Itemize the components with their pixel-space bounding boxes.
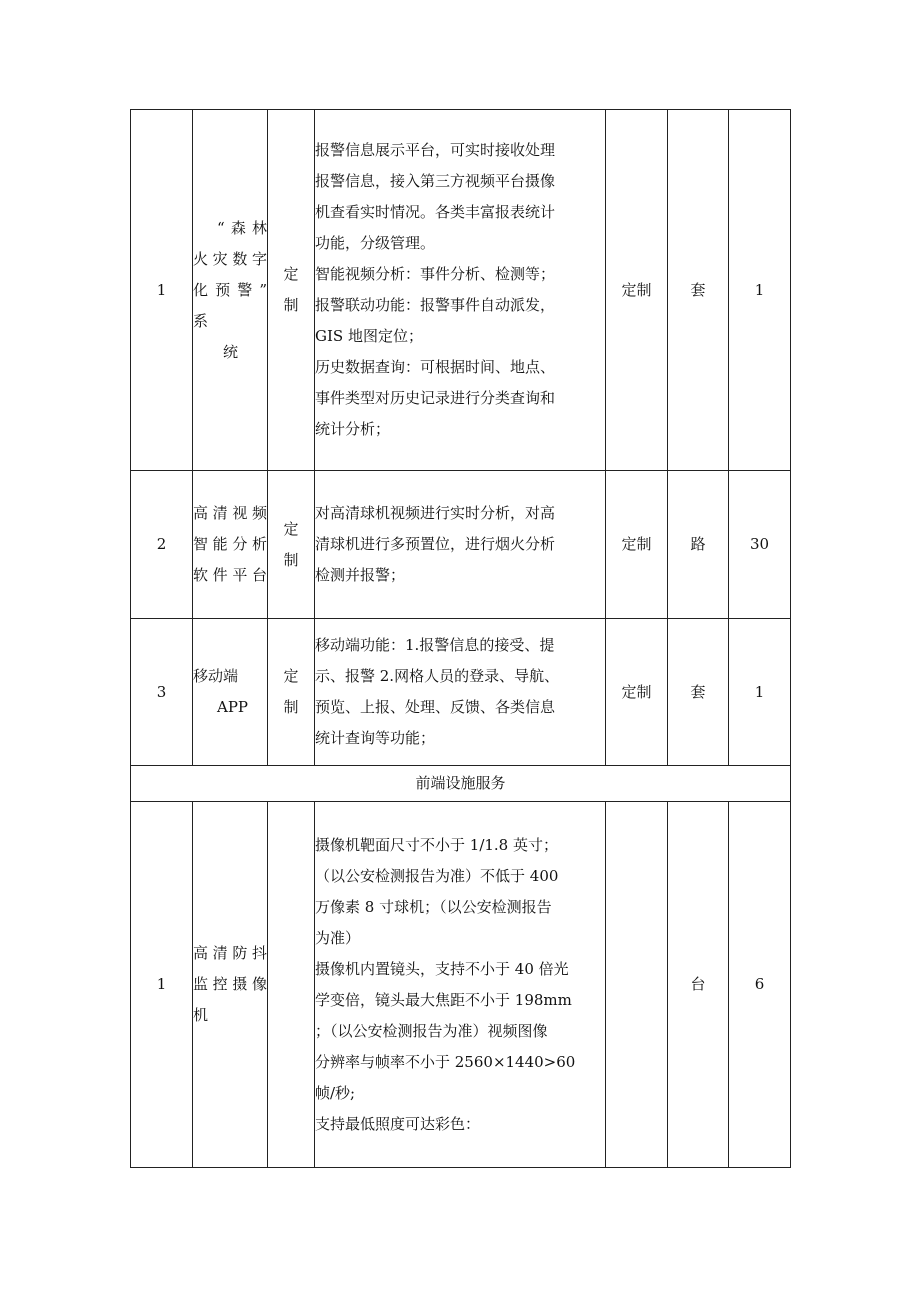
- item-type: 定 制: [268, 619, 315, 766]
- row-number: 3: [131, 619, 193, 766]
- table-row: [131, 110, 791, 471]
- item-quantity: 6: [729, 802, 791, 1168]
- item-type: 定 制: [268, 471, 315, 619]
- item-quantity: 30: [729, 471, 791, 619]
- item-unit: 台: [668, 802, 729, 1168]
- item-mode: 定制: [606, 471, 668, 619]
- item-mode: 定制: [606, 619, 668, 766]
- section-title: 前端设施服务: [131, 766, 791, 802]
- item-name: 高清视频 智能分析 软件平台: [193, 471, 268, 619]
- row-number: 1: [131, 110, 193, 471]
- section-header-row: [131, 766, 791, 802]
- item-name: “森林 火灾数字 化预警” 系 统: [193, 110, 268, 471]
- item-name: 高清防抖 监控摄像 机: [193, 802, 268, 1168]
- item-description: 对高清球机视频进行实时分析，对高 清球机进行多预置位，进行烟火分析 检测并报警；: [315, 471, 606, 619]
- item-quantity: 1: [729, 619, 791, 766]
- row-number: 2: [131, 471, 193, 619]
- item-description: 移动端功能：1.报警信息的接受、提 示、报警 2.网格人员的登录、导航、 预览、上报、处理、反馈、各类信息 统计查询等功能；: [315, 619, 606, 766]
- item-quantity: 1: [729, 110, 791, 471]
- item-type: 定 制: [268, 110, 315, 471]
- item-unit: 套: [668, 110, 729, 471]
- item-description: 报警信息展示平台，可实时接收处理 报警信息，接入第三方视频平台摄像 机查看实时情况。各类丰富报表统计 功能，分级管理。 智能视频分析：事件分析、检测等； 报警联动功能：报警事件自动派发， GIS 地图定位； 历史数据查询：可根据时间、地点、 事件类型对历史记录进行分类查询和 统计分析；: [315, 110, 606, 471]
- table-row: [131, 471, 791, 619]
- spec-table: [130, 109, 791, 1168]
- row-number: 1: [131, 802, 193, 1168]
- item-description: 摄像机靶面尺寸不小于 1/1.8 英寸； （以公安检测报告为准）不低于 400 万像素 8 寸球机；（以公安检测报告 为准） 摄像机内置镜头，支持不小于 40 倍光 学变倍，镜头最大焦距不小于 198mm ；（以公安检测报告为准）视频图像 分辨率与帧率不小于 2560×1440>60 帧/秒; 支持最低照度可达彩色：: [315, 802, 606, 1168]
- item-mode: [606, 802, 668, 1168]
- table-row: [131, 619, 791, 766]
- item-unit: 路: [668, 471, 729, 619]
- item-type: [268, 802, 315, 1168]
- item-mode: 定制: [606, 110, 668, 471]
- item-name: 移动端 APP: [193, 619, 268, 766]
- item-unit: 套: [668, 619, 729, 766]
- table-row: [131, 802, 791, 1168]
